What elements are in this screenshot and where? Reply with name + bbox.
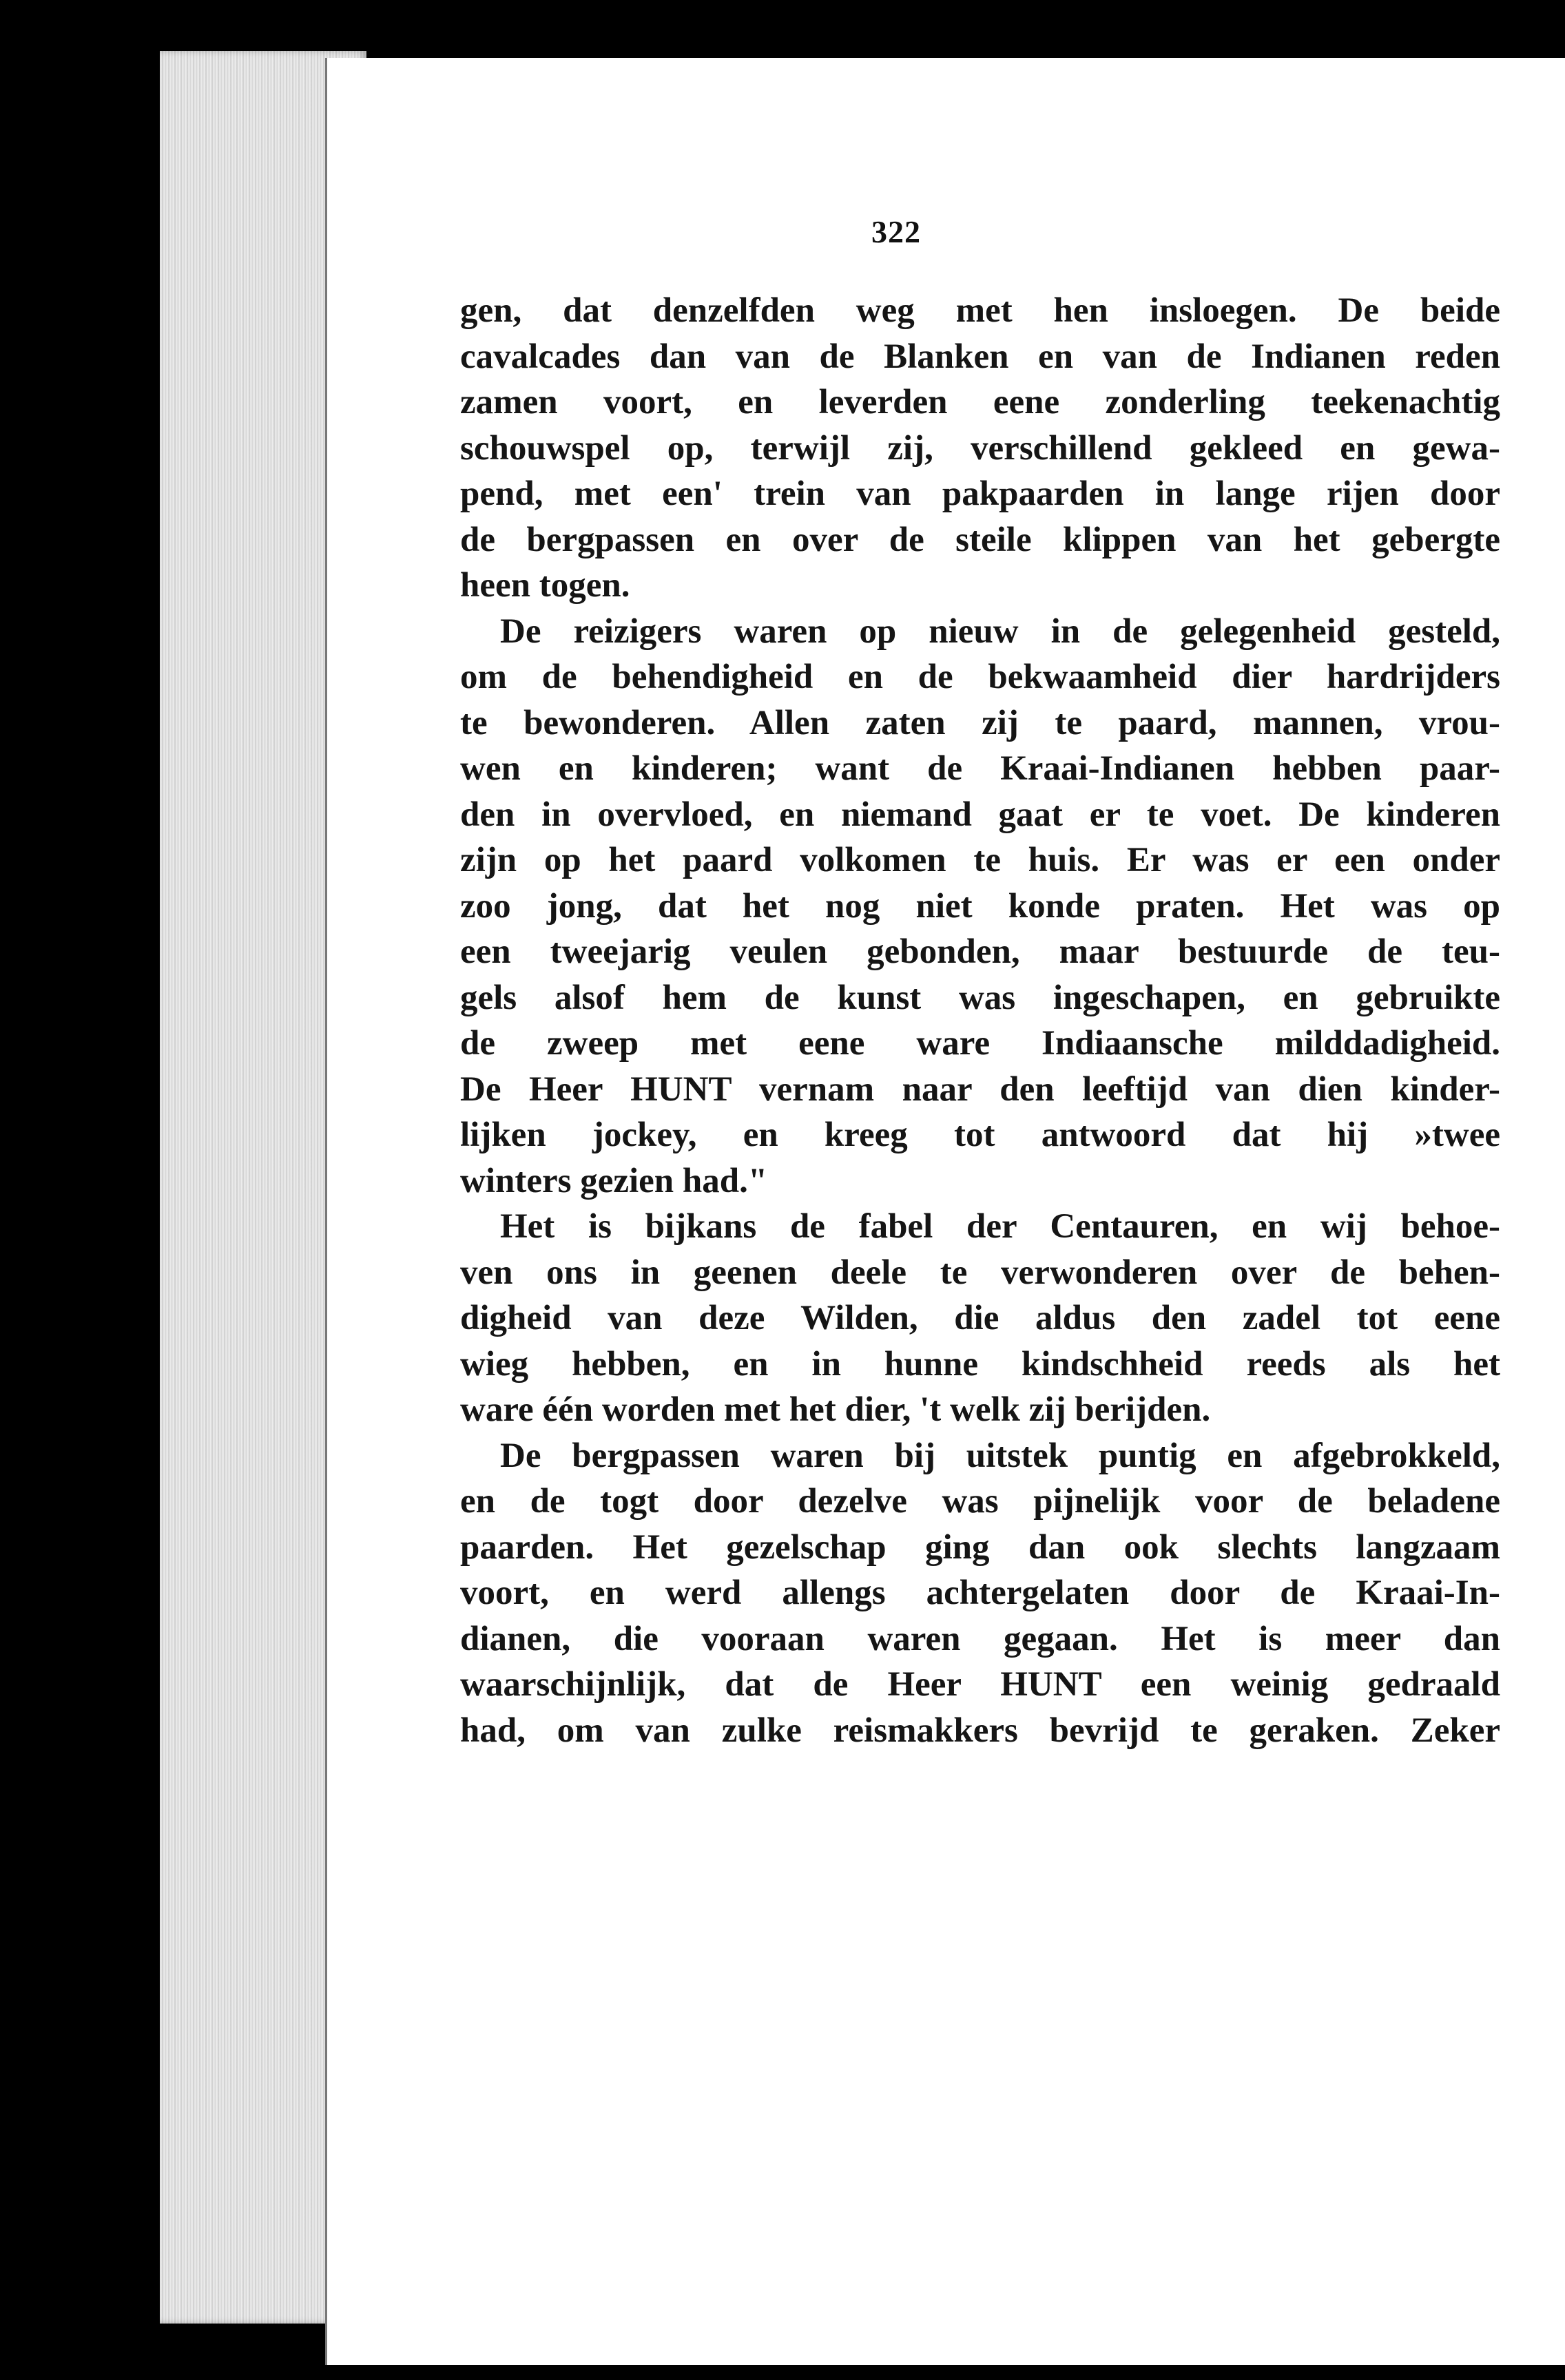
text-line: den in overvloed, en niemand gaat er te voet. De kinderen xyxy=(460,795,1500,834)
text-line: om de behendigheid en de bekwaamheid dier hardrijders xyxy=(460,658,1500,696)
body-text xyxy=(460,288,1500,1753)
text-line: wieg hebben, en in hunne kindschheid reeds als het xyxy=(460,1344,1500,1384)
text-line: Het is bijkans de fabel der Centauren, en wij behoe- xyxy=(500,1207,1500,1246)
text-line: De reizigers waren op nieuw in de gelegenheid gesteld, xyxy=(500,612,1500,651)
text-line: lijken jockey, en kreeg tot antwoord dat hij »twee xyxy=(460,1116,1500,1154)
text-line: had, om van zulke reismakkers bevrijd te geraken. Zeker xyxy=(460,1711,1500,1750)
text-line: te bewonderen. Allen zaten zij te paard, mannen, vrou- xyxy=(460,703,1500,742)
text-line: pend, met een' trein van pakpaarden in lange rijen door xyxy=(460,474,1500,513)
text-line: zamen voort, en leverden eene zonderling teekenachtig xyxy=(460,383,1500,421)
text-line: De Heer HUNT vernam naar den leeftijd van dien kinder- xyxy=(460,1069,1500,1109)
text-line: ven ons in geenen deele te verwonderen over de behen- xyxy=(460,1253,1500,1292)
text-line: gen, dat denzelfden weg met hen insloegen. De beide xyxy=(460,291,1500,330)
text-line: wen en kinderen; want de Kraai-Indianen hebben paar- xyxy=(460,749,1500,788)
text-line: winters gezien had." xyxy=(460,1161,768,1200)
text-line: zoo jong, dat het nog niet konde praten. Het was op xyxy=(460,886,1500,926)
text-line: ware één worden met het dier, 't welk zij berijden. xyxy=(460,1390,1211,1429)
text-line: cavalcades dan van de Blanken en van de Indianen reden xyxy=(460,337,1500,376)
text-line: heen togen. xyxy=(460,566,630,605)
text-line: waarschijnlijk, dat de Heer HUNT een weinig gedraald xyxy=(460,1665,1500,1704)
text-line: gels alsof hem de kunst was ingeschapen, en gebruikte xyxy=(460,978,1500,1017)
text-line: schouwspel op, terwijl zij, verschillend gekleed en gewa- xyxy=(460,428,1500,468)
text-line: de bergpassen en over de steile klippen van het gebergte xyxy=(460,520,1500,559)
text-line: de zweep met eene ware Indiaansche milddadigheid. xyxy=(460,1024,1500,1063)
text-line: en de togt door dezelve was pijnelijk voor de beladene xyxy=(460,1482,1500,1521)
text-line: zijn op het paard volkomen te huis. Er was er een onder xyxy=(460,841,1500,879)
text-line: De bergpassen waren bij uitstek puntig en afgebrokkeld, xyxy=(500,1436,1500,1475)
text-line: voort, en werd allengs achtergelaten door de Kraai-In- xyxy=(460,1574,1500,1612)
text-line: paarden. Het gezelschap ging dan ook slechts langzaam xyxy=(460,1527,1500,1567)
page-number: 322 xyxy=(871,214,921,249)
text-line: dianen, die vooraan waren gegaan. Het is meer dan xyxy=(460,1619,1500,1658)
text-line: digheid van deze Wilden, die aldus den zadel tot eene xyxy=(460,1299,1500,1337)
text-line: een tweejarig veulen gebonden, maar bestuurde de teu- xyxy=(460,932,1500,971)
